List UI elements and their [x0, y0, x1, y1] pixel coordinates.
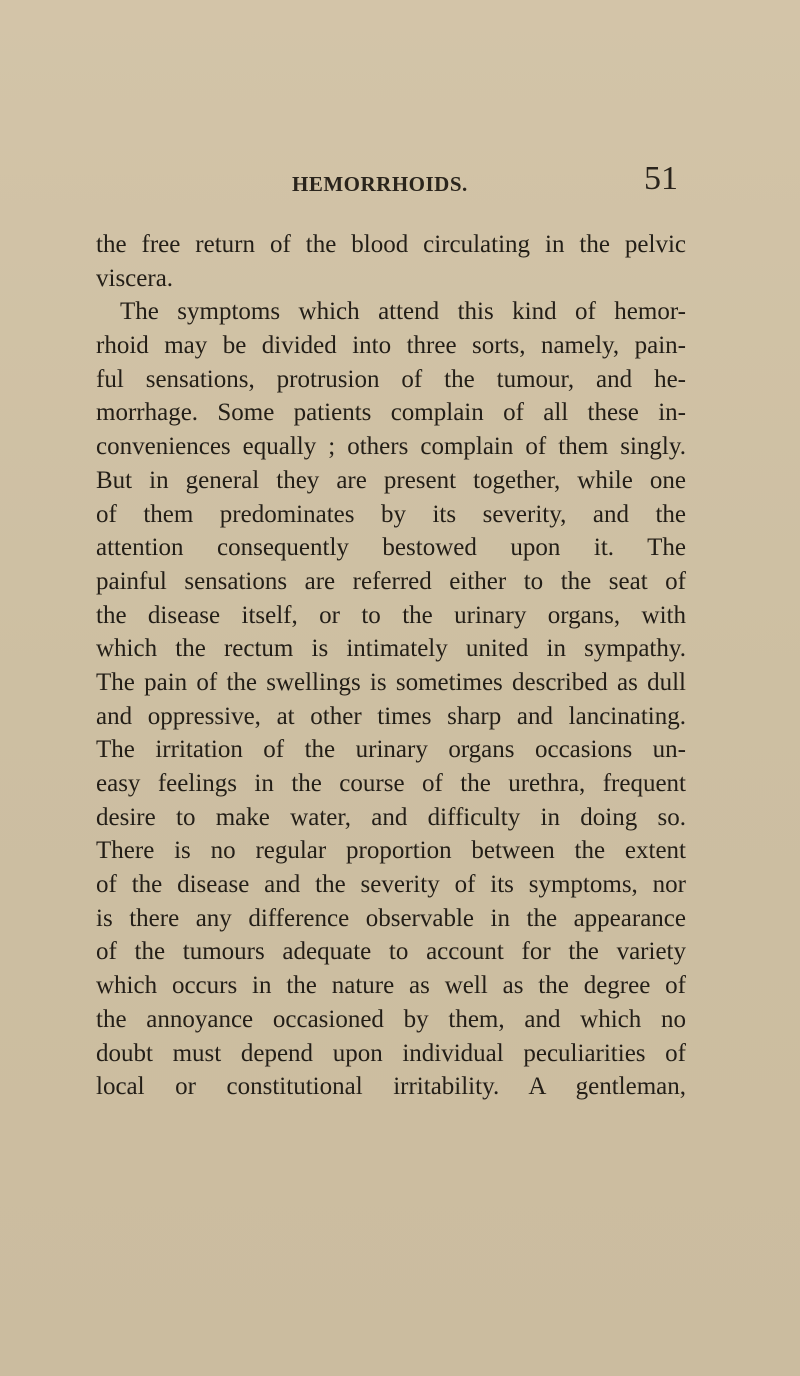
text-line: morrhage. Some patients complain of all these in-	[96, 399, 686, 427]
text-line: the free return of the blood circulating in the pelvic	[96, 231, 686, 258]
body-text	[96, 228, 686, 1104]
text-line: rhoid may be divided into three sorts, namely, pain-	[96, 332, 686, 360]
text-line: attention consequently bestowed upon it. The	[96, 534, 686, 562]
page-header	[96, 158, 686, 208]
text-line: easy feelings in the course of the urethra, frequent	[96, 770, 686, 797]
text-line: of the tumours adequate to account for the variety	[96, 938, 686, 966]
text-line: ful sensations, protrusion of the tumour, and he-	[96, 365, 686, 393]
text-line: The symptoms which attend this kind of hemor-	[120, 298, 686, 326]
text-line: doubt must depend upon individual peculiarities of	[96, 1039, 686, 1067]
text-line: the annoyance occasioned by them, and which no	[96, 1005, 686, 1033]
text-line: which occurs in the nature as well as the degree of	[96, 972, 686, 1000]
text-line: The pain of the swellings is sometimes described as dull	[96, 668, 686, 696]
text-line: But in general they are present together, while one	[96, 466, 686, 494]
text-line: viscera.	[96, 264, 174, 292]
page-number: 51	[644, 160, 678, 197]
text-line: There is no regular proportion between the extent	[96, 837, 686, 865]
text-line: conveniences equally ; others complain of them singly.	[96, 433, 686, 461]
text-line: desire to make water, and difficulty in doing so.	[96, 803, 686, 831]
text-line: local or constitutional irritability. A gentleman,	[96, 1073, 686, 1101]
text-line: of the disease and the severity of its symptoms, nor	[96, 871, 686, 899]
text-line: and oppressive, at other times sharp and lancinating.	[96, 702, 686, 730]
text-line: painful sensations are referred either to the seat of	[96, 567, 686, 595]
text-line: which the rectum is intimately united in sympathy.	[96, 635, 686, 663]
text-line: The irritation of the urinary organs occasions un-	[96, 736, 686, 764]
running-title: HEMORRHOIDS.	[292, 172, 468, 196]
text-line: is there any difference observable in the appearance	[96, 904, 686, 932]
text-line: of them predominates by its severity, and the	[96, 500, 686, 528]
text-line: the disease itself, or to the urinary organs, with	[96, 601, 686, 629]
